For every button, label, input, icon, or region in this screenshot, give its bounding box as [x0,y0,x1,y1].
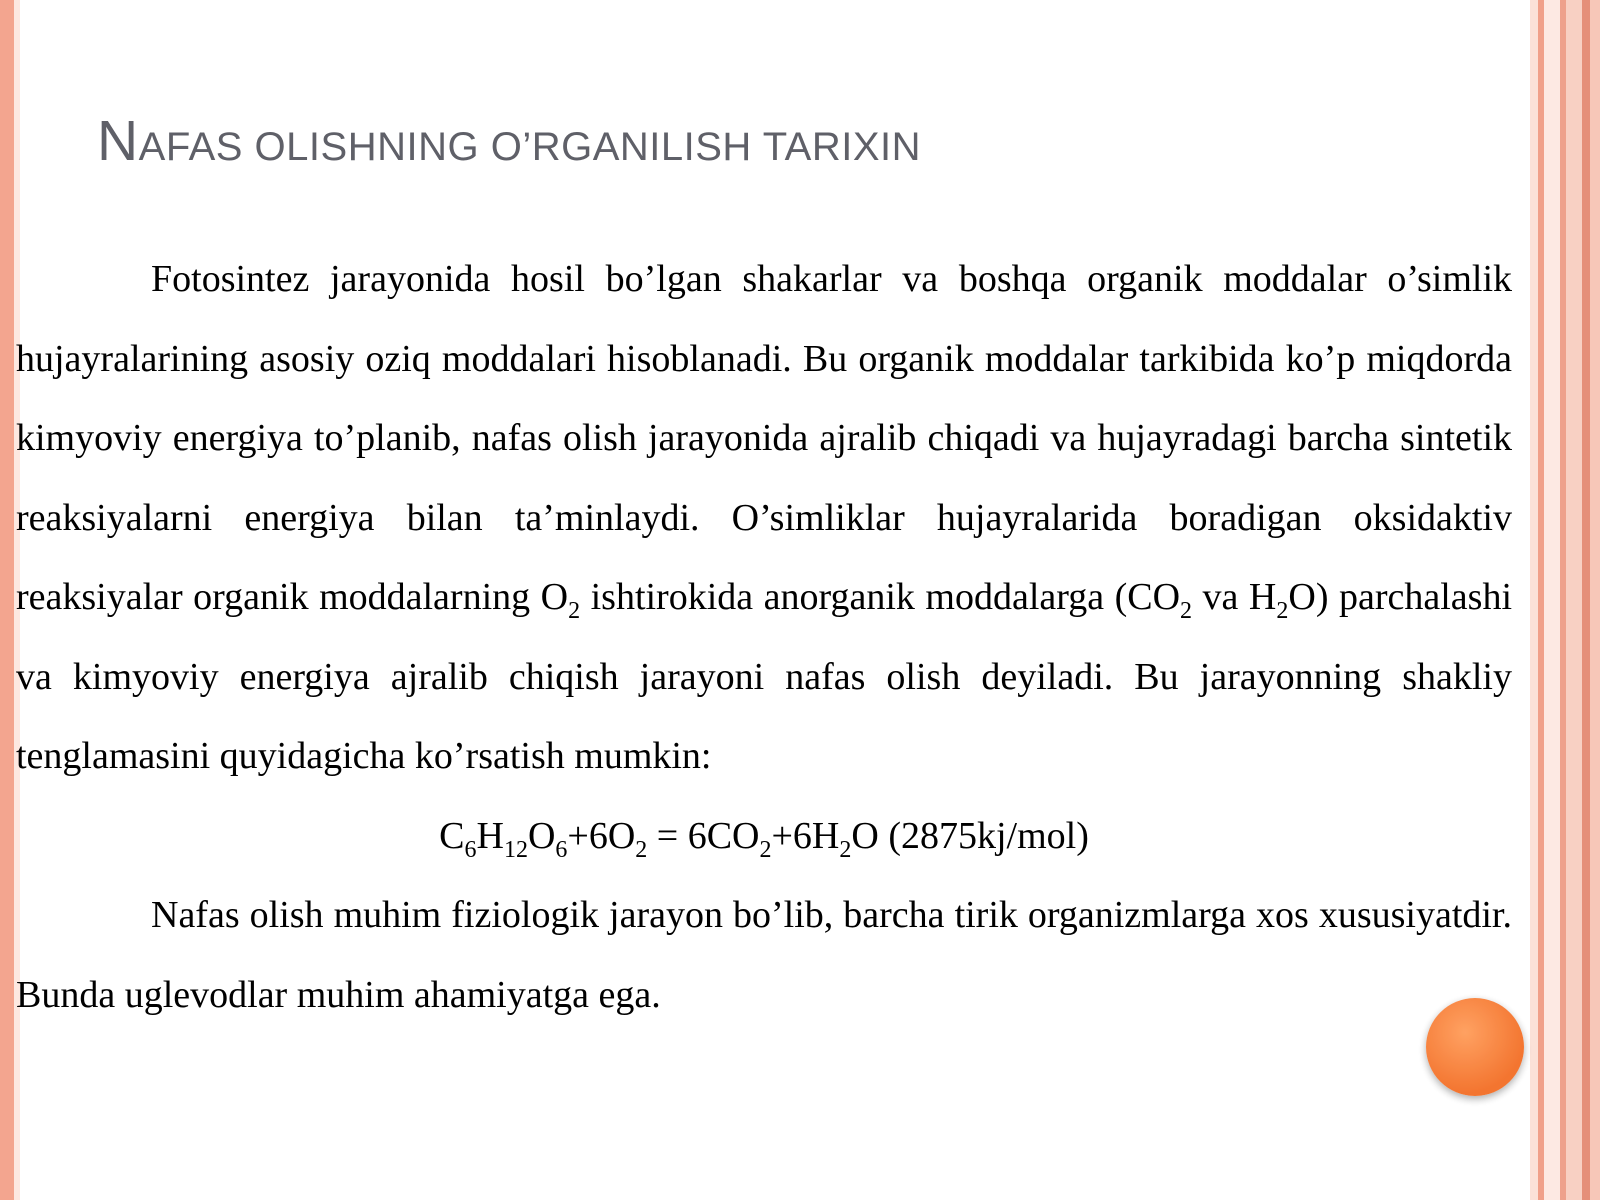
paragraph-conclusion-text: Nafas olish muhim fiziologik jarayon bo’lib, barcha tirik organizmlarga xos xususiyatdir. Bunda uglevodlar muhim ahamiyatga ega. [16,894,1512,1016]
title-initial: N [97,109,139,173]
paragraph-intro-part1: Fotosintez jarayonida hosil bo’lgan shakarlar va boshqa organik moddalar o’simlik hujayralarining asosiy oziq moddalari hisoblanadi. Bu organik moddalar tarkibida ko’p miqdorda kimyoviy energiya to’planib, nafas olish jarayonida ajralib chiqadi va hujayradagi barcha sintetik reaksiyalarni energiya bilan ta’minlaydi. O’simliklar hujayralarida boradigan oksidaktiv reaksiyalar organik moddalarning O [16,258,1512,618]
paragraph-intro [16,240,1512,797]
subscript: 2 [568,598,581,624]
paragraph-conclusion [16,876,1512,1035]
paragraph-intro-part3: va H [1192,576,1277,618]
left-decor-stripe [0,0,14,1200]
subscript: 2 [1180,598,1193,624]
right-decor-band [1530,0,1600,1200]
floating-action-button[interactable] [1426,998,1524,1096]
subscript: 2 [1276,598,1289,624]
slide-title [97,108,921,174]
slide-body [16,240,1512,1035]
respiration-equation: $C_6H_{12}O_6+6O_2 = 6CO_2+6H_2O$ (2875kj/mol) [439,814,1089,863]
paragraph-intro-part2: ishtirokida anorganik moddalarga (CO [580,576,1181,618]
title-rest: AFAS OLISHNING O’RGANILISH TARIXIN [138,125,922,169]
paragraph-intro-part4: O) parchalashi va kimyoviy energiya ajralib chiqish jarayoni nafas olish deyiladi. Bu jarayonning shakliy tenglamasini quyidagicha ko’rsatish mumkin: [16,576,1513,777]
